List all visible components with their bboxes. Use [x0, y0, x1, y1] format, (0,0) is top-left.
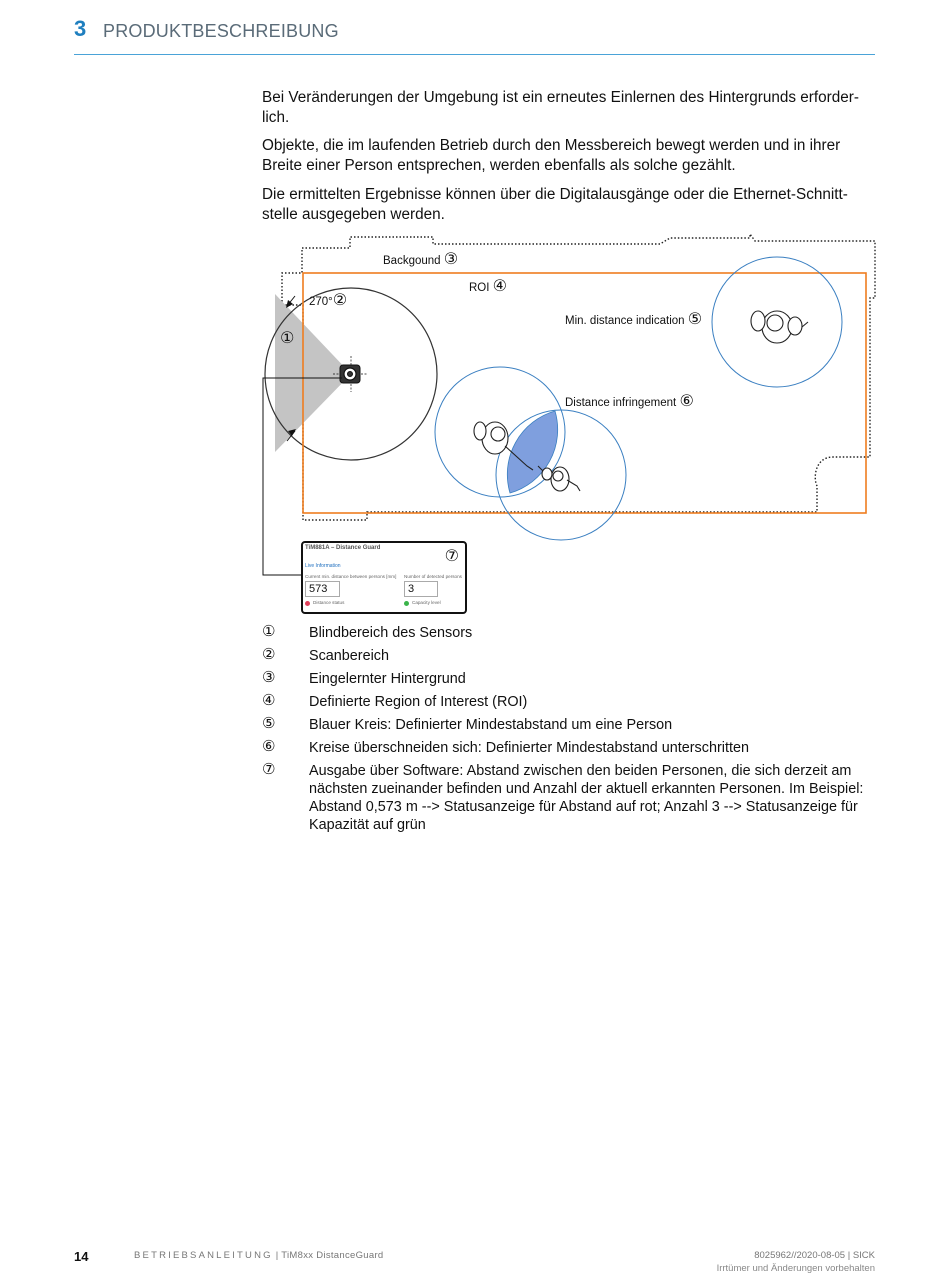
capacity-status-dot — [404, 601, 409, 606]
person-2 — [538, 466, 580, 491]
legend-num-3: ③ — [262, 668, 276, 686]
distance-status-label: Distance status — [313, 600, 345, 605]
background-contour — [282, 234, 875, 520]
software-num: ⑦ — [444, 546, 459, 565]
background-num: ③ — [443, 249, 459, 268]
distance-infringement-label — [565, 391, 694, 410]
distance-infringement-text: Distance infringement — [565, 397, 677, 409]
body-paragraph-1: Bei Veränderungen der Umgebung ist ein erneutes Einlernen des Hintergrunds erforder-lich. — [262, 89, 859, 126]
legend-num-7: ⑦ — [262, 760, 276, 778]
min-distance-value: 573 — [305, 581, 340, 597]
person-3 — [751, 311, 808, 343]
footer-document-title — [134, 1250, 384, 1261]
capacity-level-label: Capacity level — [412, 600, 441, 605]
chapter-number: 3 — [74, 16, 87, 41]
legend-text-4: Definierte Region of Interest (ROI) — [309, 694, 528, 710]
legend-text-1: Blindbereich des Sensors — [309, 625, 473, 641]
distance-status-dot — [305, 601, 310, 606]
body-paragraph-2: Objekte, die im laufenden Betrieb durch den Messbereich bewegt werden und in ihrer Breite einer Person entsprechen, werden ebenfalls als solche gezählt. — [262, 137, 841, 174]
min-distance-text: Min. distance indication — [565, 315, 685, 327]
roi-label — [469, 276, 507, 295]
detected-persons-field-label: Number of detected persons — [404, 574, 462, 579]
overlap-area — [507, 411, 557, 493]
min-distance-num: ⑤ — [687, 309, 703, 328]
legend-num-1: ① — [262, 622, 276, 640]
legend-num-6: ⑥ — [262, 737, 276, 755]
footer-document-id: 8025962//2020-08-05 | SICK — [754, 1250, 875, 1261]
legend-text-2: Scanbereich — [309, 648, 389, 664]
min-distance-label — [565, 309, 702, 328]
roi-num: ④ — [492, 276, 507, 295]
legend-num-2: ② — [262, 645, 276, 663]
scan-angle-label — [309, 290, 347, 309]
legend-text-3: Eingelernter Hintergrund — [309, 671, 466, 687]
software-panel — [301, 541, 467, 614]
footer-doc-type: BETRIEBSANLEITUNG — [134, 1250, 273, 1261]
legend-text-7: Ausgabe über Software: Abstand zwischen den beiden Personen, die sich derzeit am nächsten zueinander befinden und Anzahl der aktuell erkannten Personen. Im Beispiel: Abstand 0,573 m --> Statusanzeige für Abstand auf rot; Anzahl 3 --> Statusanzeige für Kapazität auf grün — [309, 763, 864, 833]
background-label — [383, 249, 458, 268]
legend-text-6: Kreise überschneiden sich: Definierter Mindestabstand unterschritten — [309, 740, 749, 756]
blind-zone-num: ① — [280, 328, 295, 347]
distance-infringement-num: ⑥ — [679, 391, 694, 410]
detected-persons-value: 3 — [404, 581, 438, 597]
chapter-title: PRODUKTBESCHREIBUNG — [103, 21, 339, 41]
footer-product: | TiM8xx DistanceGuard — [275, 1250, 384, 1261]
legend-num-4: ④ — [262, 691, 276, 709]
blind-zone-label — [280, 328, 294, 347]
scan-angle-num: ② — [332, 290, 348, 309]
footer-disclaimer: Irrtümer und Änderungen vorbehalten — [716, 1263, 875, 1274]
page-number: 14 — [74, 1249, 89, 1264]
page-header — [74, 16, 875, 55]
scan-angle-text: 270° — [309, 296, 333, 308]
distance-guard-diagram — [255, 228, 885, 618]
software-title: TiM881A – Distance Guard — [305, 545, 381, 551]
legend-text-5: Blauer Kreis: Definierter Mindestabstand um eine Person — [309, 717, 673, 733]
min-distance-field-label: Current min. distance between persons [mm] — [305, 574, 397, 579]
legend-num-5: ⑤ — [262, 714, 276, 732]
background-text: Backgound — [383, 255, 441, 267]
roi-text: ROI — [469, 282, 490, 294]
body-paragraph-3: Die ermittelten Ergebnisse können über die Digitalausgänge oder die Ethernet-Schnitt-stelle ausgegeben werden. — [262, 186, 848, 223]
live-information-label: Live Information — [305, 563, 341, 569]
